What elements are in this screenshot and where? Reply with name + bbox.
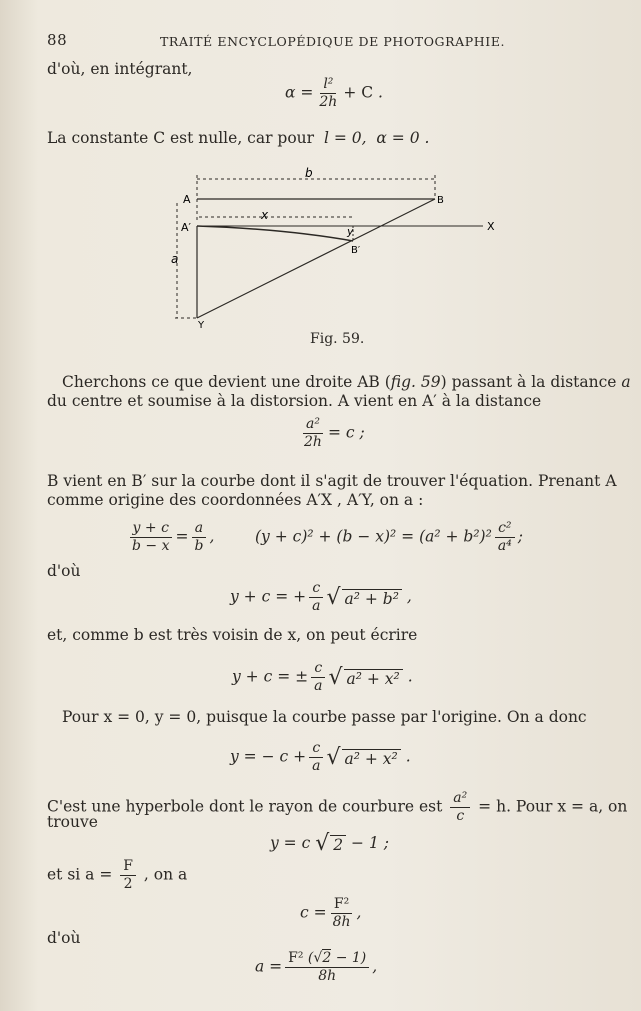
label-B: B [437,195,444,206]
label-A-prime: A′ [181,221,192,234]
label-x: x [261,208,269,222]
text-dou-1: d'où [47,562,81,580]
constant-text: La constante C est nulle, car pour [47,129,315,147]
paragraph-cherchons-line1: Cherchons ce que devient une droite AB (fig. 59) passant à la distance a [62,373,631,391]
equation-y-final: y = − c + $\frac{c}{a}$ √ a² + x² . [230,740,411,774]
running-title: TRAITÉ ENCYCLOPÉDIQUE DE PHOTOGRAPHIE. [160,34,506,49]
cherchons-text-b: ) passant à la distance [440,373,617,391]
equation-c-F: c = $\frac{\text{F²}}{8h}$ , [300,896,362,930]
equation-alpha: α = $\frac{\text{l²}}{2h}$ + C . [285,76,383,110]
on-a-text: , on a [143,865,188,884]
text-dou-2: d'où [47,929,81,947]
paragraph-integrating: d'où, en intégrant, [47,60,193,78]
label-b: b [305,166,313,180]
paragraph-constant: La constante C est nulle, car pour l = 0, α = 0 . [47,129,430,147]
paragraph-comme-b: et, comme b est très voisin de x, on peut écrire [47,626,418,644]
paragraph-B-line1: B vient en B′ sur la courbe dont il s'agit de trouver l'équation. Prenant A [47,472,617,490]
paragraph-cherchons-line2: du centre et soumise à la distorsion. A vient en A′ à la distance [47,392,542,410]
equation-y-plus-c-x: y + c = ± $\frac{c}{a}$ √ a² + x² . [232,660,413,694]
et-si-text: et si a = [47,865,113,884]
equation-c: $\frac{\text{a²}}{2h}$ = c ; [304,416,365,450]
label-A: A [183,193,191,206]
curve-AB-prime [197,226,353,241]
figure-reference: fig. 59 [390,373,441,391]
figure-caption: Fig. 59. [310,331,365,347]
equation-y-plus-c-b: y + c = + $\frac{c}{a}$ √ a² + b² , [230,580,412,614]
hyperbole-text-a: C'est une hyperbole dont le rayon de courbure est [47,797,443,816]
label-Y: Y [198,320,205,331]
page-number: 88 [47,31,68,49]
equation-y-sqrt2: y = c √ 2 − 1 ; [270,831,389,856]
equation-similar-triangles: $\frac{y + c}{b - x}$ = $\frac{a}{b}$ , [126,520,214,555]
paragraph-hyperbole-line1: C'est une hyperbole dont le rayon de courbure est $\frac{\text{a²}}{c}$ = h. Pour x = a, on [47,790,628,824]
label-y: y [347,225,354,238]
paragraph-hyperbole-line2: trouve [47,813,98,831]
paragraph-B-line2: comme origine des coordonnées A′X , A′Y, on a : [47,491,424,509]
label-a: a [171,252,179,266]
figure-59 [165,163,505,333]
equation-squares: (y + c)² + (b − x)² = (a² + b²)² $\frac{\text{c²}}{\text{a⁴}}$ ; [255,520,524,554]
label-B-prime: B′ [351,245,361,256]
hyperbole-text-b: = h. Pour x = a, on [478,797,628,816]
cherchons-text-a: Cherchons ce que devient une droite AB ( [62,373,391,391]
label-X: X [487,220,495,233]
paragraph-pour-x-zero: Pour x = 0, y = 0, puisque la courbe passe par l'origine. On a donc [62,708,587,726]
paragraph-et-si: et si a = $\frac{F}{2}$ , on a [47,858,188,892]
equation-a-final: a = $\frac{\text{F² (√2 − 1)}}{8h}$ , [255,950,378,984]
figure-59-diagram [165,163,505,333]
